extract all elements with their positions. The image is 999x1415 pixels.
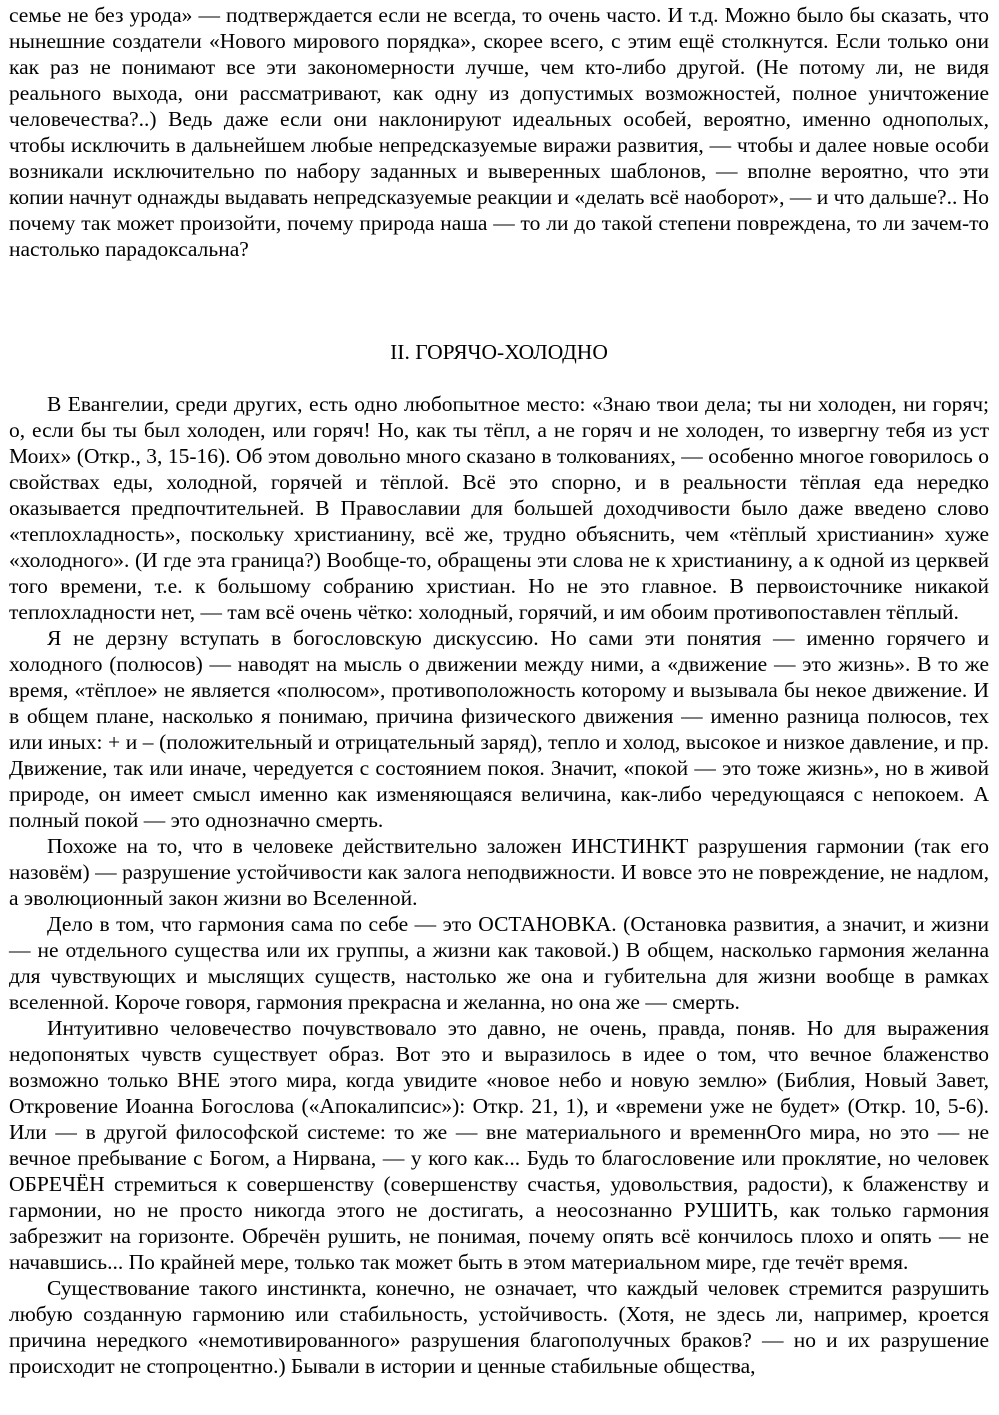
paragraph-harmony-stop: Дело в том, что гармония сама по себе — это ОСТАНОВКА. (Остановка развития, а значит, и жизни — не отдельного существа или их группы, а жизни как таковой.) В общем, насколько гармония желанна для чувствующих и мыслящих существ, настолько же она и губительна для жизни вообще в рамках вселенной. Короче говоря, гармония прекрасна и желанна, но она же — смерть. (9, 912, 989, 1014)
paragraph-instinct: Похоже на то, что в человеке действительно заложен ИНСТИНКТ разрушения гармонии (так его назовём) — разрушение устойчивости как залога неподвижности. И вовсе это не повреждение, не надлом, а эволюционный закон жизни во Вселенной. (9, 834, 989, 910)
paragraph-gospel: В Евангелии, среди других, есть одно любопытное место: «Знаю твои дела; ты ни холоден, ни горяч; о, если бы ты был холоден, или горяч! Но, как ты тёпл, а не горяч и не холоден, то извергну тебя из уст Моих» (Откр., 3, 15-16). Об этом довольно много сказано в толкованиях, — особенно многое говорилось о свойствах еды, холодной, горячей и тёплой. Всё это спорно, и в реальности тёплая еда нередко оказывается предпочтительней. В Православии для большей доходчивости было даже введено слово «теплохладность», поскольку христианину, всё же, трудно объяснить, чем «тёплый христианин» хуже «холодного». (И где эта граница?) Вообще-то, обращены эти слова не к христианину, а к одной из церквей того времени, т.е. к большому собранию христиан. Но не это главное. В первоисточнике никакой теплохладности нет, — там всё очень чётко: холодный, горячий, и им обоим противопоставлен тёплый. (9, 392, 989, 624)
paragraph-intuition-apocalypse: Интуитивно человечество почувствовало это давно, не очень, правда, поняв. Но для выражения недопонятых чувств существует образ. Вот это и выразилось в идее о том, что вечное блаженство возможно только ВНЕ этого мира, когда увидите «новое небо и новую землю» (Библия, Новый Завет, Откровение Иоанна Богослова («Апокалипсис»): Откр. 21, 1), и «времени уже не будет» (Откр. 10, 5-6). Или — в другой философской системе: то же — вне материального и временнОго мира, но это — не вечное пребывание с Богом, а Нирвана, — у кого как... Будь то благословение или проклятие, но человек ОБРЕЧЁН стремиться к совершенству (совершенству счастья, удовольствия, радости), к блаженству и гармонии, но не просто никогда этого не достигать, а неосознанно РУШИТЬ, как только гармония забрезжит на горизонте. Обречён рушить, не понимая, почему опять всё кончилось плохо и опять — не начавшись... По крайней мере, только так может быть в этом материальном мире, где течёт время. (9, 1016, 989, 1274)
paragraph-intro: семье не без урода» — подтверждается если не всегда, то очень часто. И т.д. Можно было бы сказать, что нынешние создатели «Нового мирового порядка», скорее всего, с этим ещё столкнутся. Если только они как раз не понимают все эти закономерности лучше, чем кто-либо другой. (Не потому ли, не видя реального выхода, они рассматривают, как одну из допустимых возможностей, полное уничтожение человечества?..) Ведь даже если они наклонируют идеальных особей, вероятно, именно однополых, чтобы исключить в дальнейшем любые непредсказуемые виражи развития, — чтобы и далее новые особи возникали исключительно по набору заданных и выверенных шаблонов, — вполне вероятно, что эти копии начнут однажды выдавать непредсказуемые реакции и «делать всё наоборот», — и что дальше?.. Но почему так может произойти, почему природа наша — то ли до такой степени повреждена, то ли зачем-то настолько парадоксальна? (9, 3, 989, 261)
paragraph-existence-of-instinct: Существование такого инстинкта, конечно, не означает, что каждый человек стремится разрушить любую созданную гармонию или стабильность, устойчивость. (Хотя, не здесь ли, например, кроется причина нередкого «немотивированного» разрушения благополучных браков? — но и их разрушение происходит не стопроцентно.) Бывали в истории и ценные стабильные общества, (9, 1276, 989, 1378)
section-heading: II. ГОРЯЧО-ХОЛОДНО (390, 340, 608, 364)
paragraph-poles-movement: Я не дерзну вступать в богословскую дискуссию. Но сами эти понятия — именно горячего и холодного (полюсов) — наводят на мысль о движении между ними, а «движение — это жизнь». В то же время, «тёплое» не является «полюсом», противоположность которому и вызывала бы некое движение. И в общем плане, насколько я понимаю, причина физического движения — именно разница полюсов, тех или иных: + и – (положительный и отрицательный заряд), тепло и холод, высокое и низкое давление, и пр. Движение, так или иначе, чередуется с состоянием покоя. Значит, «покой — это тоже жизнь», но в живой природе, он имеет смысл именно как изменяющаяся величина, как-либо чередующаяся с непокоем. А полный покой — это однозначно смерть. (9, 626, 989, 832)
